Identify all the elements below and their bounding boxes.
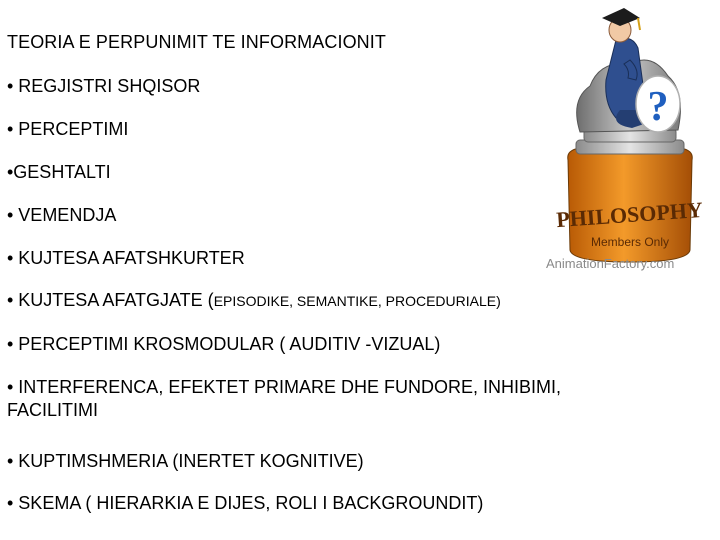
bullet-item-line: • INTERFERENCA, EFEKTET PRIMARE DHE FUNDORE, INHIBIMI, xyxy=(7,377,562,397)
bullet-item: • KUPTIMSHMERIA (INERTET KOGNITIVE) xyxy=(7,451,364,471)
watermark-text: AnimationFactory.com xyxy=(546,256,675,271)
slide-title: TEORIA E PERPUNIMIT TE INFORMACIONIT xyxy=(7,32,386,52)
bullet-item: • PERCEPTIMI xyxy=(7,119,129,139)
bullet-item xyxy=(7,289,501,313)
bullet-item-main: • KUJTESA AFATGJATE ( xyxy=(7,290,214,310)
bullet-item xyxy=(7,376,561,422)
philosophy-student-on-rock-icon xyxy=(540,0,720,290)
jar-label: PHILOSOPHY xyxy=(555,196,704,233)
bullet-item-detail: EPISODIKE, SEMANTIKE, PROCEDURIALE) xyxy=(213,293,501,309)
bullet-item: • KUJTESA AFATSHKURTER xyxy=(7,248,245,268)
bullet-item: • SKEMA ( HIERARKIA E DIJES, ROLI I BACKGROUNDIT) xyxy=(7,493,484,513)
bullet-item: •GESHTALTI xyxy=(7,162,111,182)
question-mark-icon: ? xyxy=(647,84,669,130)
bullet-item: • VEMENDJA xyxy=(7,205,117,225)
bullet-item: • PERCEPTIMI KROSMODULAR ( AUDITIV -VIZUAL) xyxy=(7,334,441,354)
bullet-item: • REGJISTRI SHQISOR xyxy=(7,76,201,96)
jar-sublabel: Members Only xyxy=(590,235,670,249)
bullet-item-line: FACILITIMI xyxy=(7,400,99,420)
